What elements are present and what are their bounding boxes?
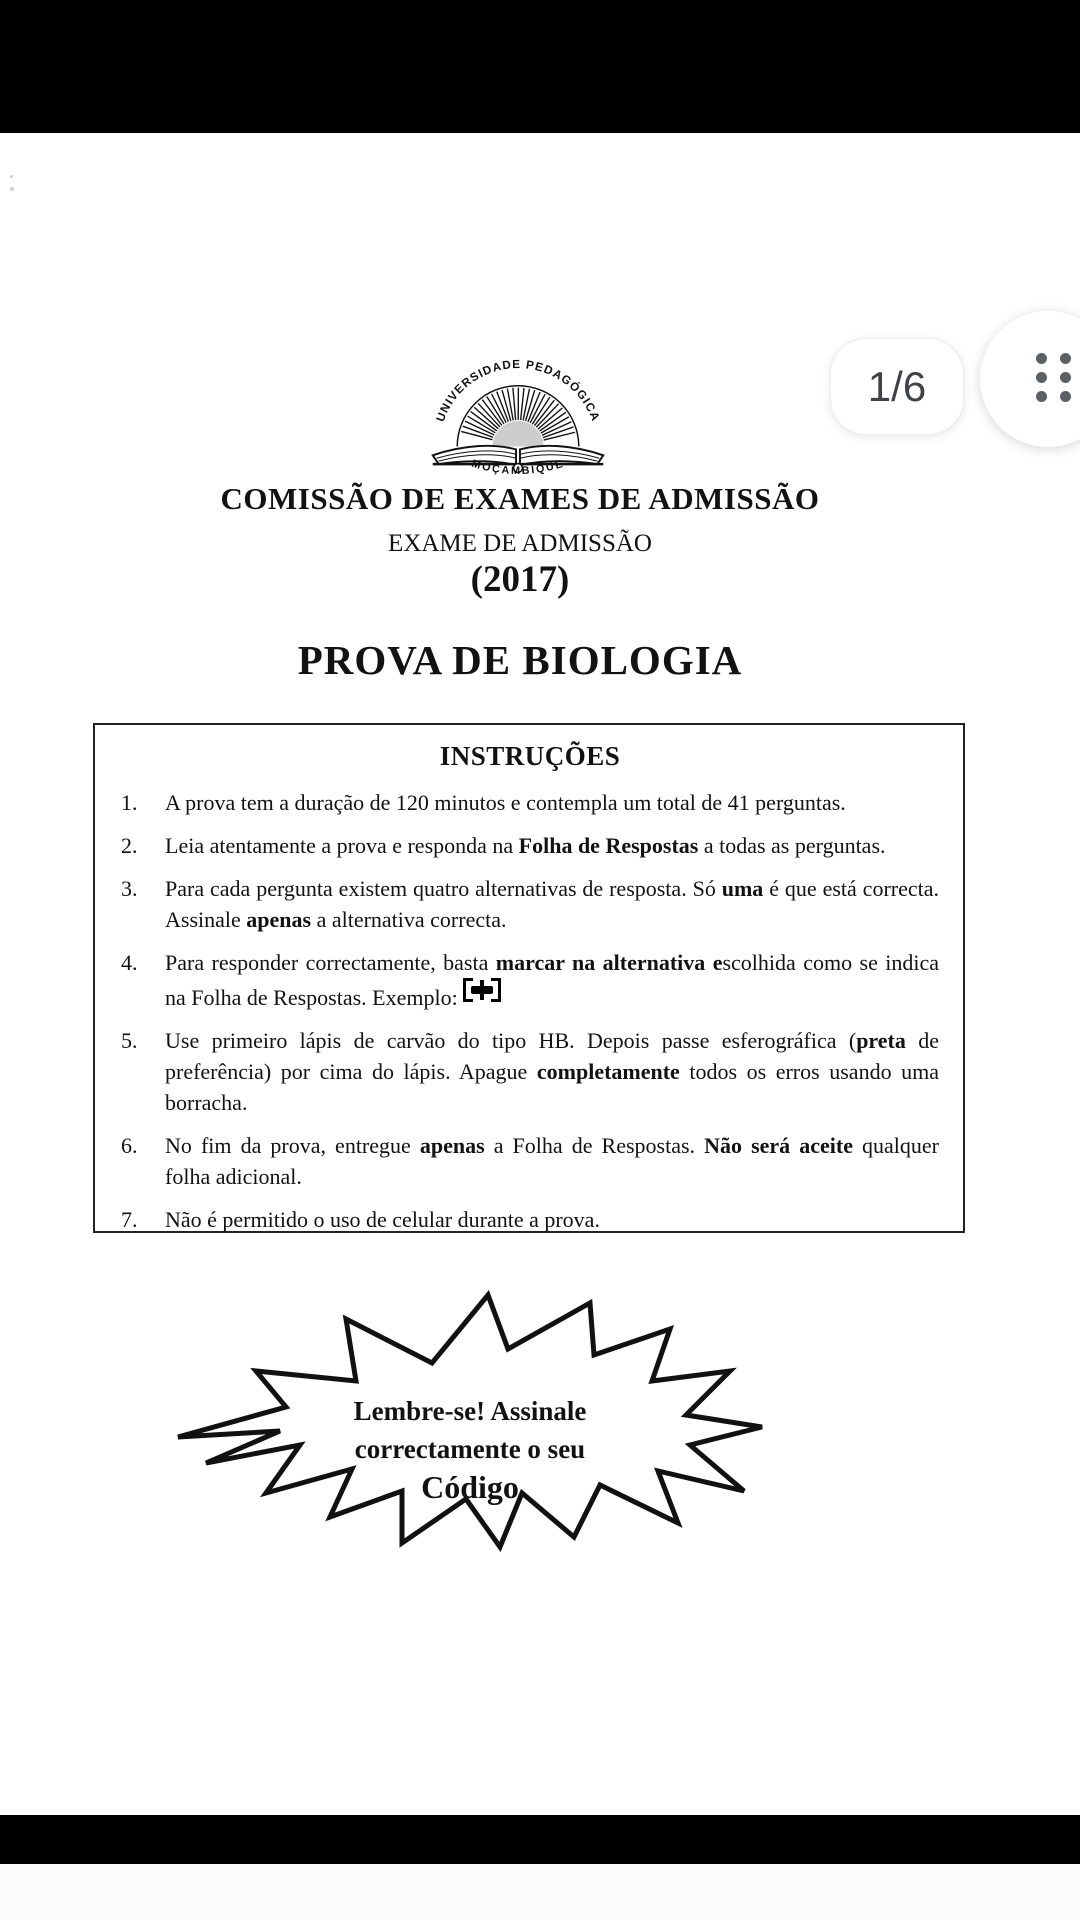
bottom-strip: [0, 1864, 1080, 1920]
instruction-item: [121, 947, 939, 1013]
instructions-heading: INSTRUÇÕES: [439, 741, 621, 771]
instruction-number: 6.: [121, 1133, 138, 1158]
instruction-text: Use primeiro lápis de carvão do tipo HB. Depois passe esferográfica (preta de preferência) por cima do lápis. Apague completamente todos os erros usando uma borracha.: [165, 1028, 940, 1115]
top-letterbox-bar: [0, 0, 1080, 133]
instruction-item: [121, 1204, 939, 1235]
menu-button[interactable]: [980, 311, 1080, 447]
instruction-number: 4.: [121, 950, 138, 975]
instruction-number: 7.: [121, 1207, 138, 1232]
instruction-item: [121, 787, 939, 818]
page-indicator: [830, 338, 964, 435]
answer-mark-icon: [463, 978, 501, 1002]
page-indicator-label: 1/6: [867, 362, 927, 410]
instruction-text: Para responder correctamente, basta marcar na alternativa escolhida como se indica na Folha de Respostas. Exemplo:: [165, 950, 939, 1010]
instruction-number: 5.: [121, 1028, 138, 1053]
instruction-item: [121, 1025, 939, 1118]
reminder-line-3: Código: [421, 1469, 519, 1505]
reminder-text: [250, 1392, 690, 1506]
logo-arc-text-bottom: MOÇAMBIQUE: [470, 457, 566, 478]
subject-title: PROVA DE BIOLOGIA: [297, 637, 743, 683]
reminder-line-1: Lembre-se! Assinale: [353, 1396, 587, 1426]
instruction-text: Para cada pergunta existem quatro alternativas de resposta. Só uma é que está correcta. Assinale apenas a alternativa correcta.: [165, 876, 939, 932]
instruction-number: 2.: [121, 833, 138, 858]
instruction-text: A prova tem a duração de 120 minutos e contempla um total de 41 perguntas.: [165, 790, 846, 815]
exam-title: EXAME DE ADMISSÃO: [388, 530, 652, 557]
logo-arc-text-top: UNIVERSIDADE PEDAGÓGICA: [433, 358, 603, 424]
reminder-line-2: correctamente o seu: [354, 1434, 586, 1464]
exam-year: (2017): [470, 559, 570, 600]
university-logo: [420, 360, 616, 478]
instruction-number: 3.: [121, 876, 138, 901]
scan-artifact: [10, 175, 16, 205]
instruction-number: 1.: [121, 790, 138, 815]
instruction-text: Leia atentamente a prova e responda na Folha de Respostas a todas as perguntas.: [165, 833, 886, 858]
instructions-list: [121, 787, 939, 1235]
bottom-letterbox-bar: [0, 1815, 1080, 1864]
instructions-box: [93, 723, 965, 1233]
org-title: COMISSÃO DE EXAMES DE ADMISSÃO: [220, 481, 820, 516]
instruction-text: Não é permitido o uso de celular durante a prova.: [165, 1207, 600, 1232]
instruction-item: [121, 873, 939, 935]
instruction-item: [121, 830, 939, 861]
instruction-item: [121, 1130, 939, 1192]
instruction-text: No fim da prova, entregue apenas a Folha de Respostas. Não será aceite qualquer folha adicional.: [165, 1133, 940, 1189]
grid-dots-icon: [1036, 353, 1072, 403]
